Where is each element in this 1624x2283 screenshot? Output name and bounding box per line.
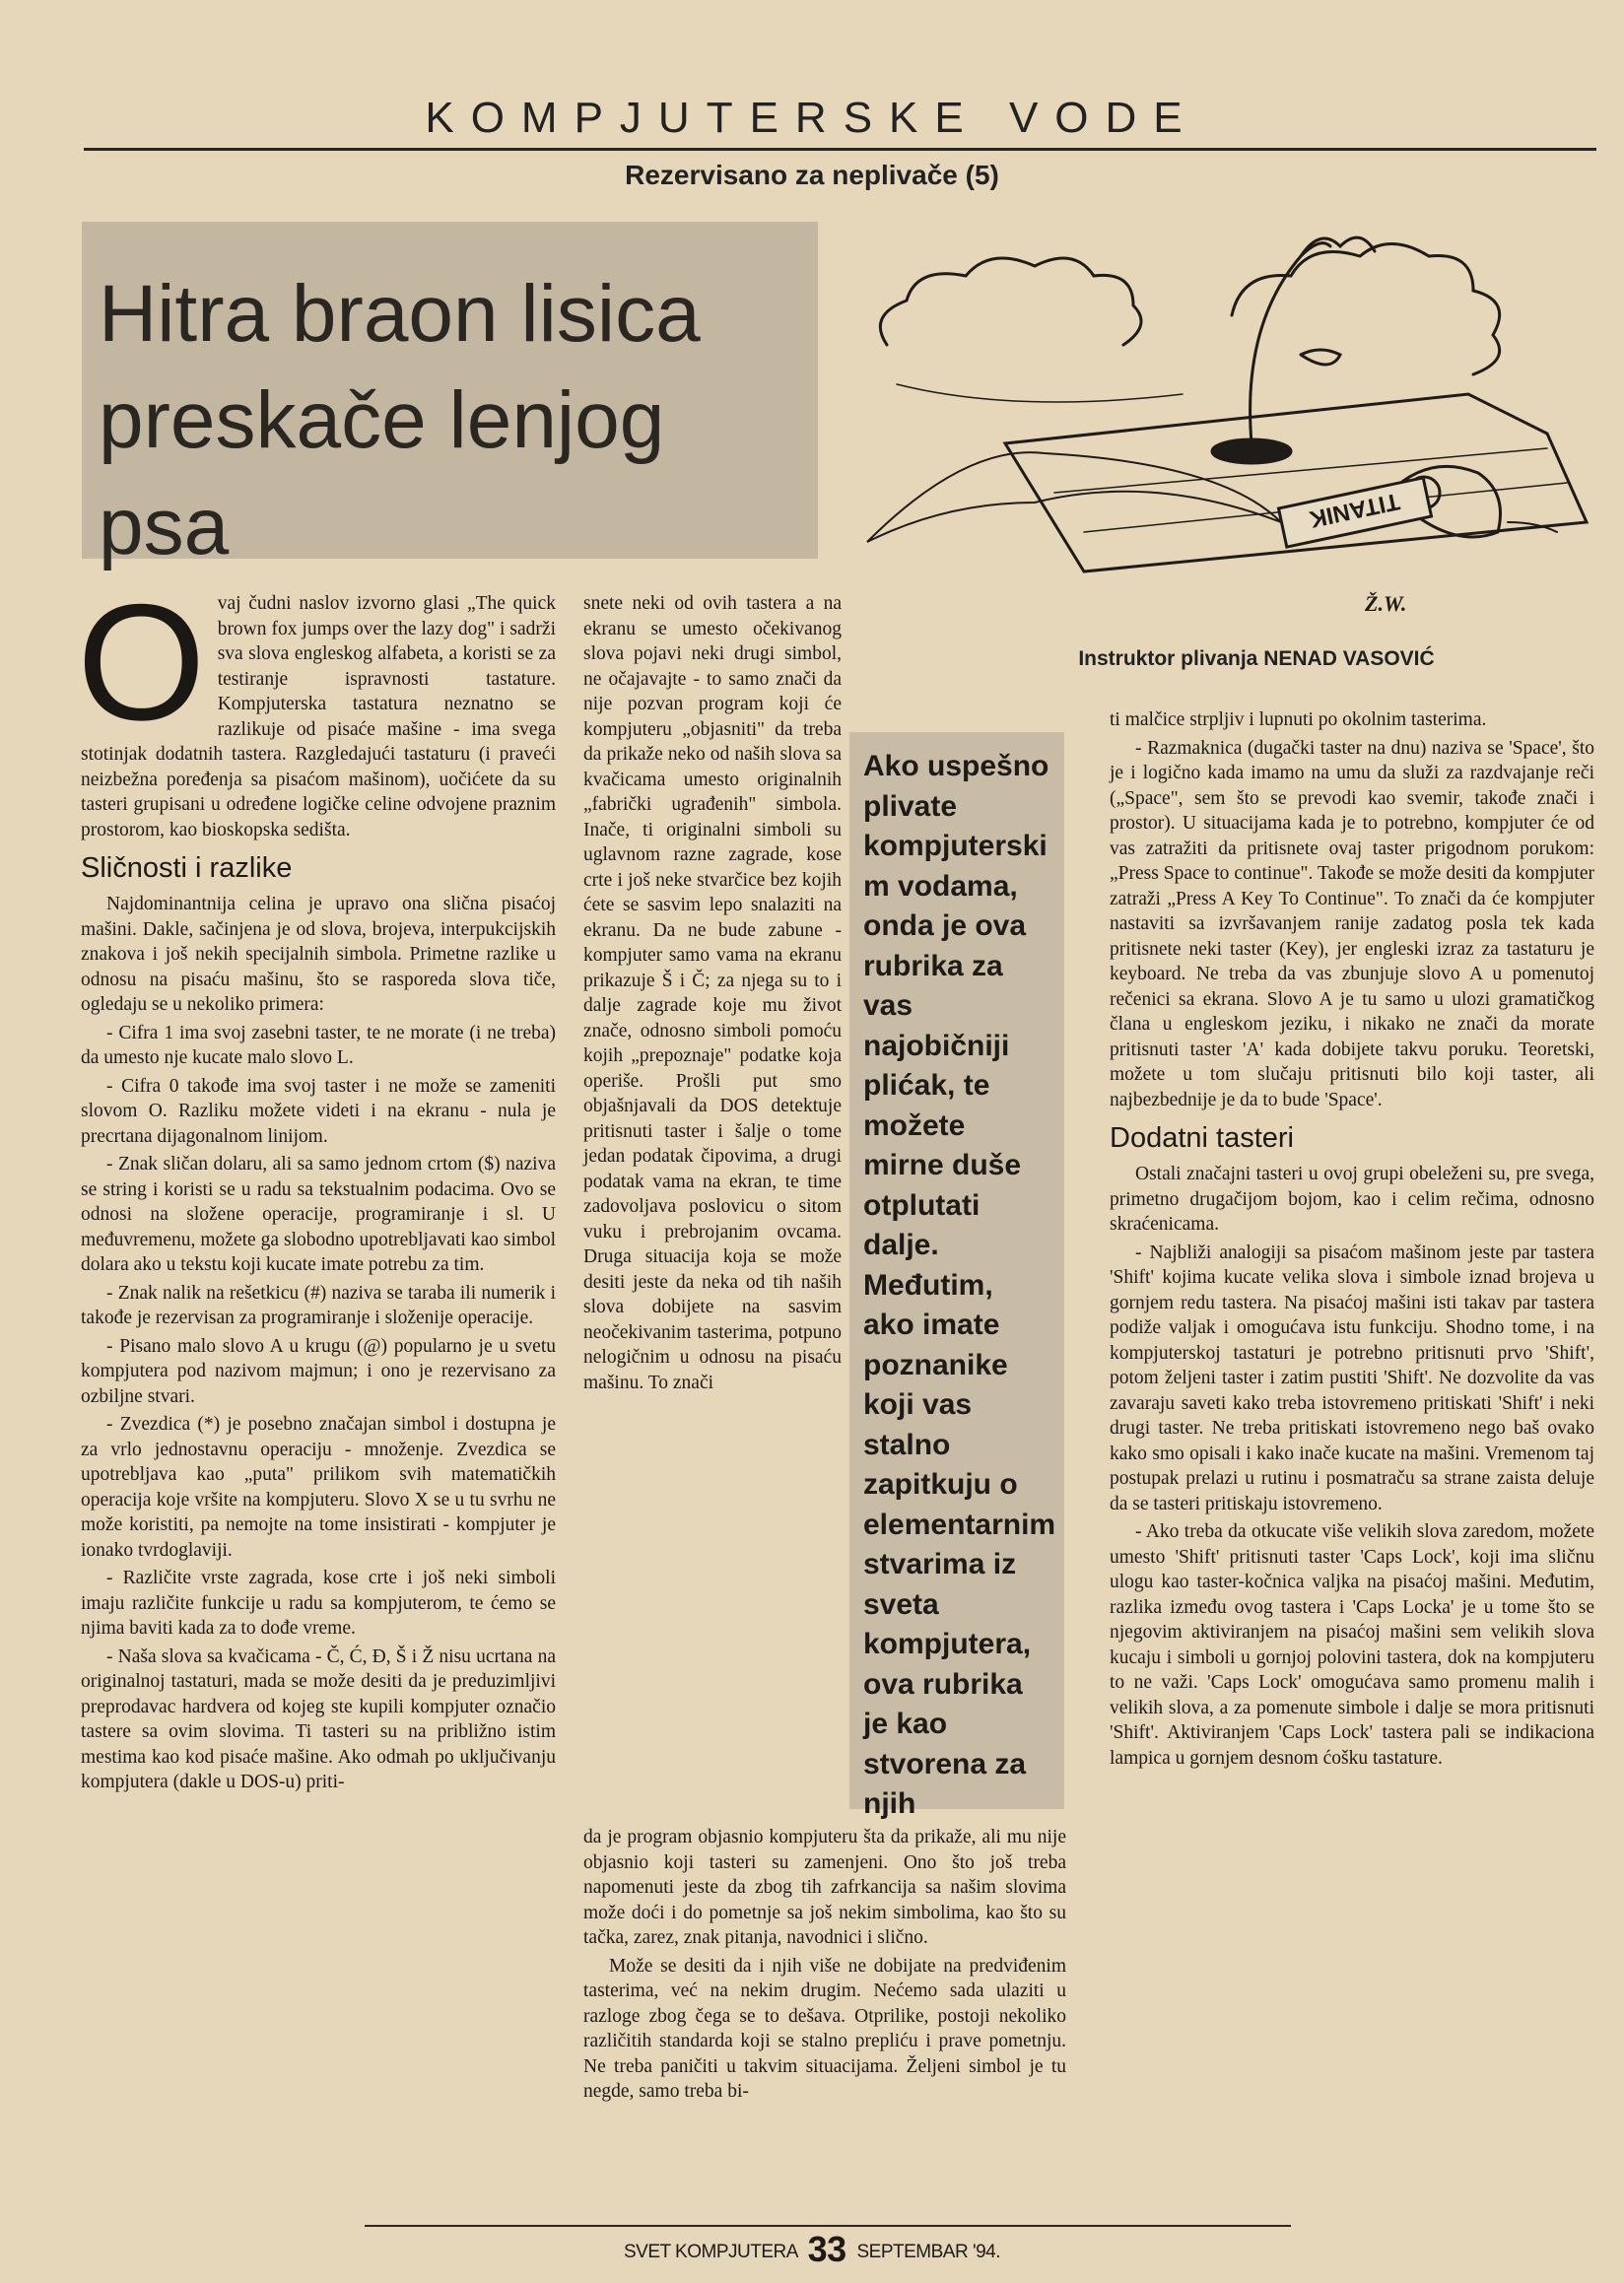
intro-paragraph: vaj čudni naslov izvorno glasi „The quick brown fox jumps over the lazy dog" i sadrži sva slova engleskog alfabeta, a koristi se za testiranje ispravnosti tastature. Kompjuterska tastatura neznatno se razlikuje od pisaće mašine - ima svega stotinjak dodatnih tastera. Razgledajući tastaturu (i praveći neizbežna poređenja sa pisaćom mašinom), uočićete da su tasteri grupisani u određene logičke celine odvojene praznim prostorom, kao bioskopska sedišta. xyxy=(81,593,556,840)
paragraph: ti malčice strpljiv i lupnuti po okolnim tasterima. xyxy=(1110,709,1487,730)
paragraph: - Razmaknica (dugački taster na dnu) naziva se 'Space', što je i logično kada imamo na umu da služi za razdvajanje reči („Space", sem što se prevodi kao svemir, takođe znači i prostor). U situacijama kada je to potrebno, kompjuter će od vas zatražiti da pritisnete ovaj taster prigodnom porukom: „Press Space to continue". Takođe se može desiti da kompjuter zatraži „Press A Key To Continue". To znači da će kompjuter nastaviti sa izvršavanjem ranije zadatog posla tek kada pritisnete neki taster (Key), jer engleski izraz za tastaturu je keyboard. Ne treba da vas zbunjuje slovo A u pomenutoj rečenici sa ekrana. Slovo A je tu samo u ulozi gramatičkog člana u engleskom jeziku, i nikako ne znači da morate pritisnuti taster 'A' kada dobijete takvu poruku. Teoretski, možete u tom slučaju pritisnuti bilo koji taster, ali najbezbednije je da to bude 'Space'. xyxy=(1110,737,1594,1110)
header-rule xyxy=(84,148,1596,151)
paragraph: Ostali značajni tasteri u ovoj grupi obeleženi su, pre svega, primetno drugačijom bojom, kao i celim rečima, odnosno skraćenicama. xyxy=(1110,1164,1594,1235)
drop-cap: O xyxy=(77,570,206,755)
page-footer xyxy=(0,2229,1624,2270)
footer-rule xyxy=(365,2225,1291,2227)
page-number: 33 xyxy=(807,2229,846,2269)
paragraph: Može se desiti da i njih više ne dobijate na predviđenim tasterima, već na nekim drugim. Nećemo sada ulaziti u razloge zbog čega se to dešava. Otprilike, postoji nekoliko različitih standarda koji se stalno prepliću i prave pometnju. Ne treba paničiti u takvim situacijama. Željeni simbol je tu negde, samo treba bi- xyxy=(583,1955,1066,2102)
paragraph: - Znak nalik na rešetkicu (#) naziva se taraba ili numerik i takođe je rezervisan za programiranje i složenije operacije. xyxy=(81,1282,556,1328)
artist-signature: Ž.W. xyxy=(1365,591,1407,616)
paragraph: Najdominantnija celina je upravo ona slična pisaćoj mašini. Dakle, sačinjena je od slova, brojeva, interpukcijskih znakova i još nekih specijalnih simbola. Primetne razlike u odnosu na pisaću mašinu, što se rasporeda slova tiče, ogledaju se u nekoliko primera: xyxy=(81,894,556,1015)
paragraph: - Naša slova sa kvačicama - Č, Ć, Đ, Š i Ž nisu ucrtana na originalnoj tastaturi, mada se može desiti da je preduzimljivi preprodavac hardvera od kojeg ste kupili kompjuter označio tastere sa ovim slovima. Ti tasteri su na približno istim mestima kao kod pisaće mašine. Ako odmah po uključivanju kompjutera (dakle u DOS-u) priti- xyxy=(81,1645,556,1792)
paragraph: snete neki od ovih tastera a na ekranu se umesto očekivanog slova pojavi neki drugi simbol, ne očajavajte - to samo znači da nije pozvan program koji će kompjuteru „objasniti" da treba da prikaže neko od naših slova sa kvačicama umesto originalnih „fabrički ugrađenih" simbola. Inače, ti originalni simboli su uglavnom razne zagrade, kose crte i još neke stvarčice bez kojih ćete se sasvim lepo snalaziti na ekranu. Da ne bude zabune - kompjuter samo vama na ekranu prikazuje Š i Č; za njega su to i dalje zagrade koje mu život znače, odnosno simboli pomoću kojih „prepoznaje" podatke koja operiše. Prošli put smo objašnjavali da DOS detektuje pritisnuti taster i šalje o tome jedan podatak čipovima, a drugi podatak vama na ekran, te time zadovoljava poslovicu o sitom vuku i prebrojanim ovcama. Druga situacija koja se može desiti jeste da neka od tih naših slova dobijete na sasvim neočekivanim tasterima, potpuno nelogičnim u odnosu na pisaću mašinu. To znači xyxy=(583,593,842,1393)
paragraph: - Ako treba da otkucate više velikih slova zaredom, možete umesto 'Shift' pritisnuti taster 'Caps Lock', koji ima sličnu ulogu kao taster-kočnica valjka na pisaćoj mašini. Međutim, razlika između ovog tastera i 'Caps Locka' je u tome što se njegovim aktiviranjem na pisaćoj mašini sem velikih slova kucaju i simboli u gornjoj polovini tastera, dok na kompjuteru to ne važi. 'Caps Lock' omogućava samo promenu malih i velikih slova, a za pomenute simbole i dalje se mora pritisnuti 'Shift'. Aktiviranjem 'Caps Lock' tastera pali se indikaciona lampica u gornjem desnom ćošku tastature. xyxy=(1110,1521,1594,1769)
section-heading-additional-keys: Dodatni tasteri xyxy=(1110,1122,1294,1154)
paragraph: da je program objasnio kompjuteru šta da prikaže, ali mu nije objasnio koji tasteri su zamenjeni. Ono što još treba napomenuti jeste da zbog tih zafrkancija sa našim slovima može doći i do pometnje sa još nekim simbolima, kao što su tačka, zarez, znak pitanja, navodnici i slično. xyxy=(583,1827,1066,1948)
section-heading-similarities: Sličnosti i razlike xyxy=(81,852,293,884)
title-line-2: preskače lenjog psa xyxy=(99,375,665,571)
paragraph: - Pisano malo slovo A u krugu (@) popularno je u svetu kompjutera pod nazivom majmun; i ono je rezervisano za ozbiljne stvari. xyxy=(81,1335,556,1407)
title-line-1: Hitra braon lisica xyxy=(99,269,701,359)
section-title: KOMPJUTERSKE VODE xyxy=(425,94,1199,142)
column-1 xyxy=(77,570,556,1795)
paragraph: - Najbliži analogiji sa pisaćom mašinom jeste par tastera 'Shift' kojima kucate velika slova i simbole iznad brojeva u gornjem redu tastera. Na pisaćoj mašini isti takav par tastera podiže valjak i omogućava istu funkciju. Shodno tome, i na kompjuterskoj tastaturi je potrebno pritisnuti prvo 'Shift', potom željeni taster i zatim pustiti 'Shift'. Ne dozvolite da vas zavaraju saveti kako treba istovremeno pritiskati 'Shift' i neki drugi taster. Ne treba pritiskati istovremeno nego baš ovako kako smo opisali i kako inače kucate na mašini. Vremenom taj postupak prelazi u rutinu i posmatraču sa strane zaista deluje da se tasteri pritiskaju istovremeno. xyxy=(1110,1242,1594,1514)
titanik-sign: TITANIK xyxy=(1307,487,1402,533)
article-title xyxy=(99,261,808,580)
article-subtitle: Rezervisano za neplivače (5) xyxy=(625,160,999,190)
magazine-name: SVET KOMPJUTERA xyxy=(624,2242,797,2262)
paragraph: - Znak sličan dolaru, ali sa samo jednom crtom ($) naziva se string i koristi se u radu sa tekstualnim podacima. Ovo se odnosi na složene operacije, programiranje i sl. U međuvremenu, možete ga slobodno upotrebljavati kao simbol dolara ako u tekstu koji kucate imate potrebu za tim. xyxy=(81,1154,556,1275)
paragraph: - Zvezdica (*) je posebno značajan simbol i dostupna je za vrlo jednostavnu operaciju - množenje. Zvezdica se upotrebljava kao „puta" prilikom svih matematičkih operacija koje vršite na kompjuteru. Slovo X se u tu svrhu ne može koristiti, pa nemojte na tome insistirati - kompjuter je ionako tvrdoglaviji. xyxy=(81,1414,556,1561)
column-2-wide xyxy=(583,1825,1066,2105)
paragraph: - Cifra 0 takođe ima svoj taster i ne može se zameniti slovom O. Razliku možete videti i na ekranu - nula je precrtana dijagonalnom linijom. xyxy=(81,1075,556,1147)
paragraph: - Različite vrste zagrada, kose crte i još neki simboli imaju različite funkcije u radu sa kompjuterom, te ćemo se njima baviti kada za to dođe vreme. xyxy=(81,1568,556,1639)
column-2-narrow xyxy=(583,591,842,1395)
column-3 xyxy=(1110,707,1594,1771)
author-byline: Instruktor plivanja NENAD VASOVIĆ xyxy=(1078,647,1435,670)
paragraph: - Cifra 1 ima svoj zasebni taster, te ne morate (i ne treba) da umesto nje kucate malo slovo L. xyxy=(81,1022,556,1068)
cartoon-illustration xyxy=(857,197,1616,621)
pullquote-box: Ako uspešno plivate kompjuterski m vodama, onda je ova rubrika za vas najobičniji plićak, te možete mirne duše otplutati dalje. Međutim, ako imate poznanike koji vas stalno zapitkuju o elementarnim stvarima iz sveta kompjutera, ova rubrika je kao stvorena za njih xyxy=(849,732,1064,1809)
issue-date: SEPTEMBAR '94. xyxy=(856,2242,1000,2262)
